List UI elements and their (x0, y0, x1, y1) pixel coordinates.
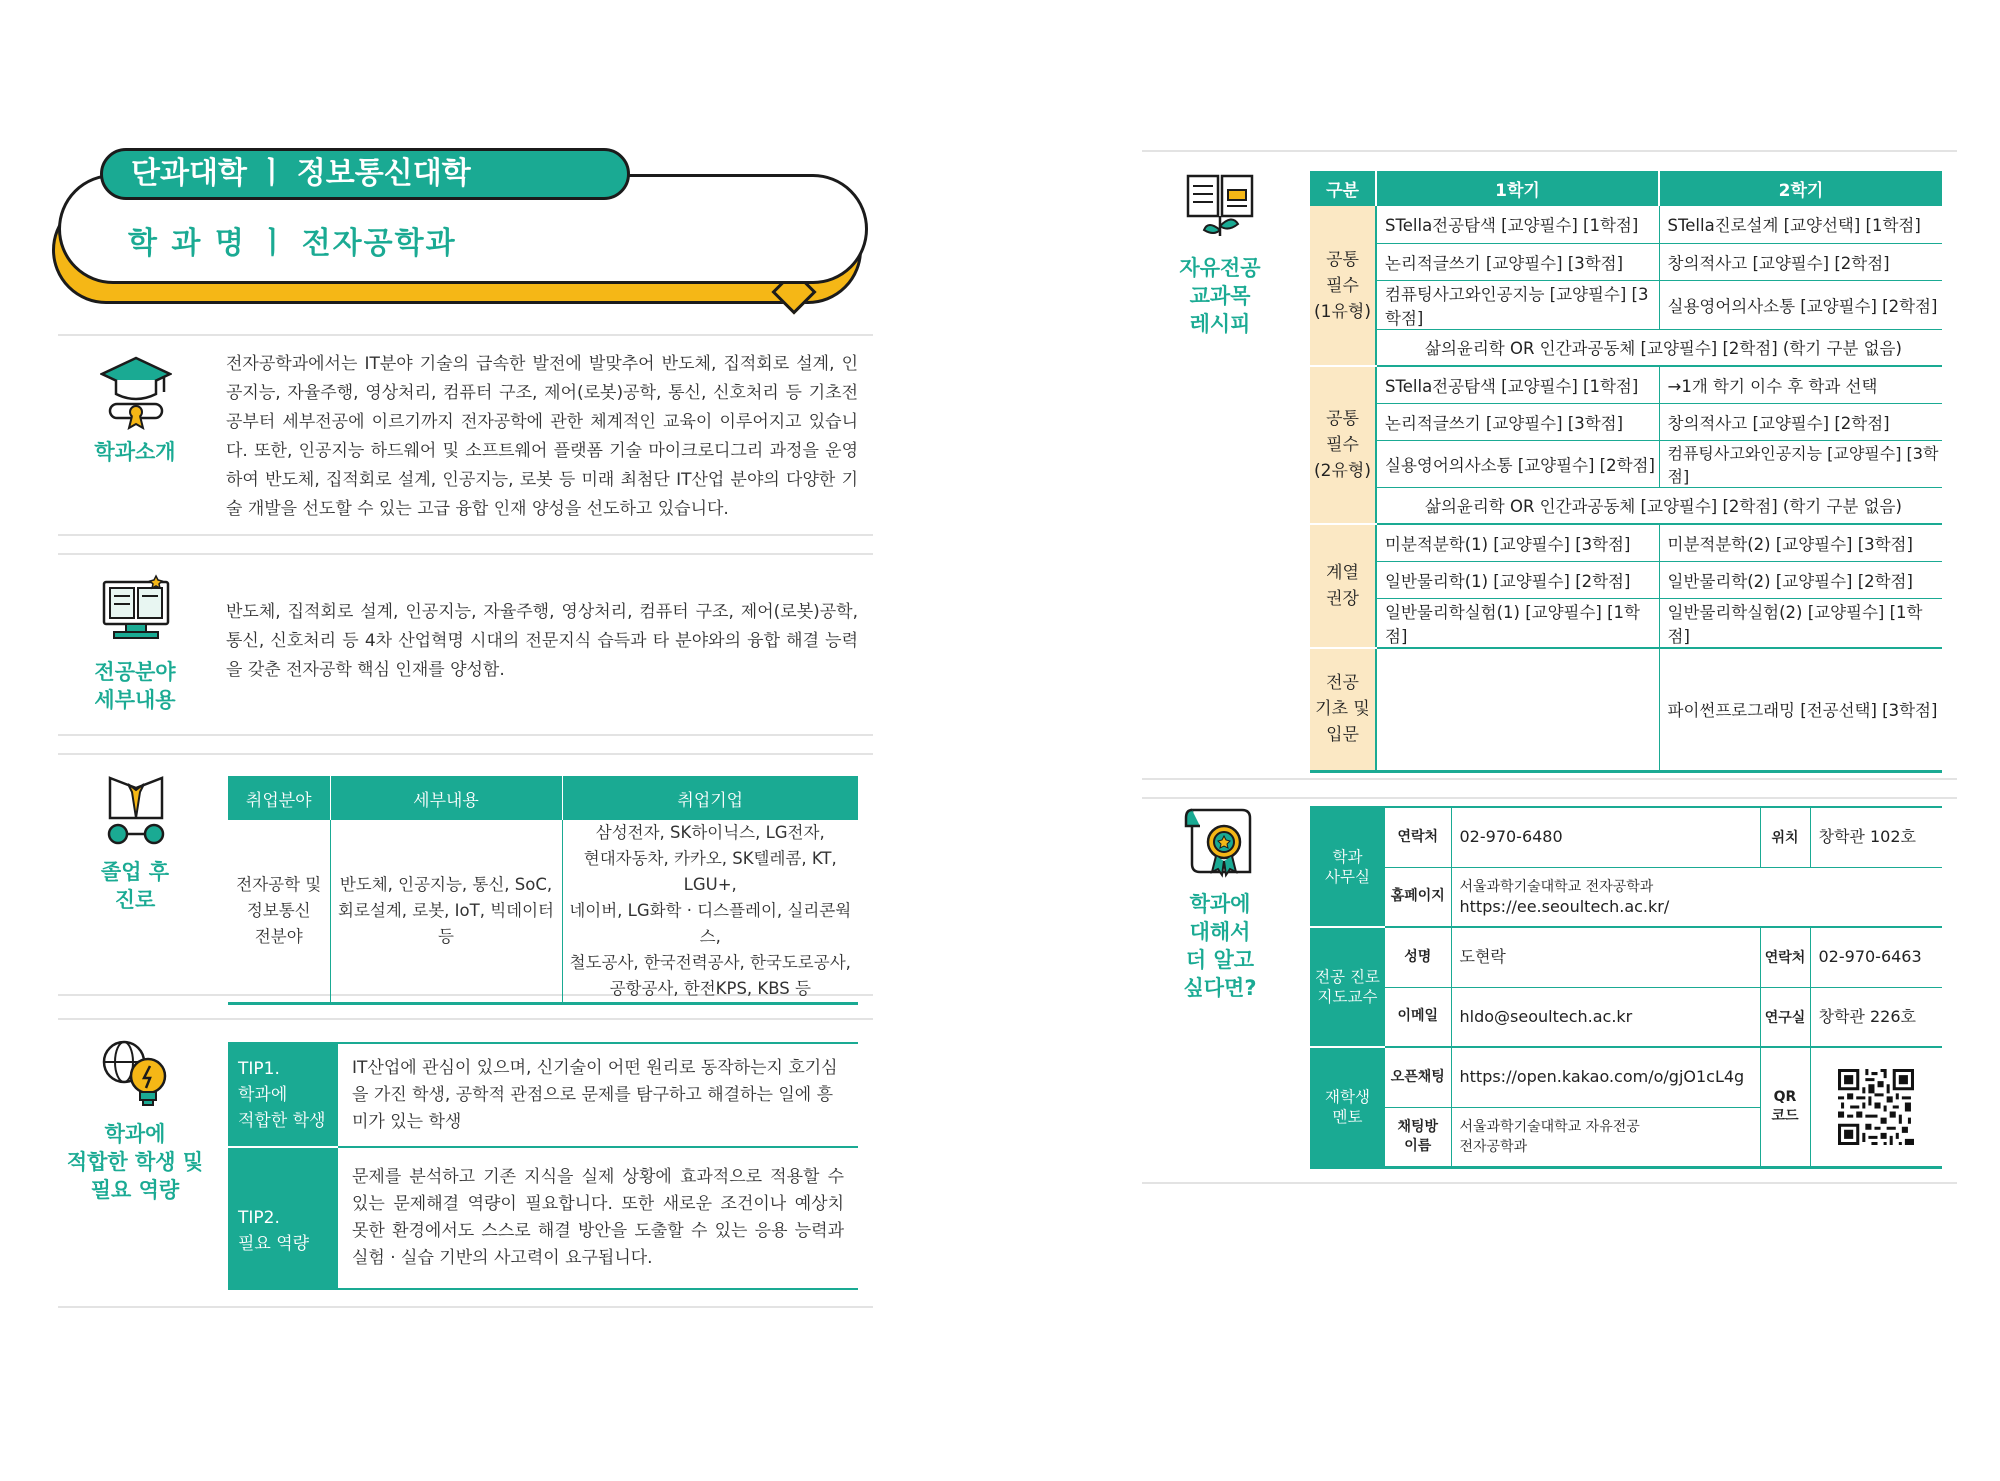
course-cell: STella진로설계 [교양선택] [1학점] (1659, 206, 1942, 243)
major-label-1: 전공분야 (94, 660, 176, 684)
fit-label-3: 필요 역량 (90, 1178, 180, 1202)
course-cell: 논리적글쓰기 [교양필수] [3학점] (1376, 403, 1659, 440)
course-cell: 창의적사고 [교양필수] [2학점] (1659, 403, 1942, 440)
course-cell: 일반물리학(2) [교양필수] [2학점] (1659, 561, 1942, 598)
career-header-detail: 세부내용 (330, 776, 562, 820)
major-label-2: 세부내용 (94, 688, 176, 712)
course-cell: 파이썬프로그래밍 [전공선택] [3학점] (1659, 648, 1942, 772)
course-cell: 미분적분학(2) [교양필수] [3학점] (1659, 524, 1942, 561)
course-cell: 일반물리학실험(1) [교양필수] [1학점] (1376, 598, 1659, 648)
more-label-3: 더 알고 (1185, 948, 1255, 972)
divider (58, 334, 873, 336)
office-contact-value: 02-970-6480 (1451, 807, 1760, 867)
office-location-key: 위치 (1760, 807, 1810, 867)
course-cell: 창의적사고 [교양필수] [2학점] (1659, 243, 1942, 280)
office-contact-key: 연락처 (1385, 807, 1451, 867)
contact-table (1310, 806, 1942, 1169)
more-label-2: 대해서 (1189, 920, 1251, 944)
group-common-2: 공통 필수 (2유형) (1310, 366, 1376, 524)
divider (1142, 1182, 1957, 1184)
course-cell: 실용영어의사소통 [교양필수] [2학점] (1659, 280, 1942, 329)
career-label-1: 졸업 후 (100, 860, 170, 884)
recipe-label-3: 레시피 (1189, 312, 1251, 336)
professor-name-key: 성명 (1385, 927, 1451, 987)
tip1-text: IT산업에 관심이 있으며, 신기술이 어떤 원리로 동작하는지 호기심을 가진 학생, 공학적 관점으로 문제를 탐구하고 해결하는 일에 흥미가 있는 학생 (338, 1043, 858, 1147)
career-header-companies: 취업기업 (562, 776, 858, 820)
professor-name-value: 도현락 (1451, 927, 1760, 987)
openchat-key: 오픈채팅 (1385, 1047, 1451, 1107)
certificate-medal-icon (1184, 804, 1258, 880)
course-cell: 컴퓨팅사고와인공지능 [교양필수] [3학점] (1376, 280, 1659, 329)
book-monitor-icon (100, 572, 172, 644)
qr-cell (1810, 1047, 1942, 1167)
professor-contact-key: 연락처 (1760, 927, 1810, 987)
course-cell: 일반물리학실험(2) [교양필수] [1학점] (1659, 598, 1942, 648)
intro-label: 학과소개 (94, 440, 176, 464)
fit-label-1: 학과에 (104, 1122, 166, 1146)
tip1-label: TIP1. 학과에 적합한 학생 (228, 1043, 338, 1147)
cur-header-category: 구분 (1310, 171, 1376, 206)
chatroom-value: 서울과학기술대학교 자유전공 전자공학과 (1451, 1107, 1760, 1167)
office-location-value: 창학관 102호 (1810, 807, 1942, 867)
openchat-link[interactable]: https://open.kakao.com/o/gjO1cL4g (1451, 1047, 1760, 1107)
divider (58, 534, 873, 536)
intro-text: 전자공학과에서는 IT분야 기술의 급속한 발전에 발맞추어 반도체, 집적회로 설계, 인공지능, 자율주행, 영상처리, 컴퓨터 구조, 제어(로봇)공학, 통신, 신호처리 등 기초전공부터 세부전공에 이르기까지 전자공학에 관한 체계적인 교육이 이루어지고 있습니다. 또한, 인공지능 하드웨어 및 소프트웨어 플랫폼 기술 마이크로디그리 과정을 운영하여 반도체, 집적회로 설계, 인공지능, 로봇 등 미래 최첨단 IT산업 분야의 다양한 기술 개발을 선도할 수 있는 고급 융합 인재 양성을 선도하고 있습니다. (226, 354, 858, 519)
recipe-label-1: 자유전공 (1179, 256, 1261, 280)
divider (1142, 797, 1957, 799)
career-companies-cell: 삼성전자, SK하이닉스, LG전자, 현대자동차, 카카오, SK텔레콤, KT, LGU+, 네이버, LG화학 · 디스플레이, 실리콘웍스, 철도공사, 한국전력공사, 한국도로공사, 공항공사, 한전KPS, KBS 등 (569, 823, 852, 998)
divider (58, 553, 873, 555)
curriculum-table (1310, 171, 1942, 773)
course-cell: 미분적분학(1) [교양필수] [3학점] (1376, 524, 1659, 561)
divider (58, 1018, 873, 1020)
career-label-2: 진로 (114, 888, 156, 912)
mentor-group: 재학생 멘토 (1310, 1047, 1385, 1167)
tip2-label: TIP2. 필요 역량 (228, 1147, 338, 1289)
course-cell: 논리적글쓰기 [교양필수] [3학점] (1376, 243, 1659, 280)
cur-header-sem1: 1학기 (1376, 171, 1659, 206)
cur-header-sem2: 2학기 (1659, 171, 1942, 206)
tips-table (228, 1042, 858, 1290)
professor-lab-key: 연구실 (1760, 987, 1810, 1047)
professor-contact-value: 02-970-6463 (1810, 927, 1942, 987)
group-common-1: 공통 필수 (1유형) (1310, 206, 1376, 366)
qr-key: QR 코드 (1760, 1047, 1810, 1167)
group-intro: 전공 기초 및 입문 (1310, 648, 1376, 772)
course-cell: 일반물리학(1) [교양필수] [2학점] (1376, 561, 1659, 598)
professor-group: 전공 진로 지도교수 (1310, 927, 1385, 1047)
career-detail-cell: 반도체, 인공지능, 통신, SoC, 회로설계, 로봇, IoT, 빅데이터 등 (330, 820, 562, 1004)
professor-lab-value: 창학관 226호 (1810, 987, 1942, 1047)
necktie-glasses-icon (100, 772, 172, 848)
office-group: 학과 사무실 (1310, 807, 1385, 927)
fit-label-2: 적합한 학생 및 (66, 1150, 204, 1174)
course-cell-span: 삶의윤리학 OR 인간과공동체 [교양필수] [2학점] (학기 구분 없음) (1376, 329, 1942, 366)
group-track: 계열 권장 (1310, 524, 1376, 648)
divider (58, 734, 873, 736)
career-table (228, 776, 858, 1005)
divider (1142, 778, 1957, 780)
homepage-value: 서울과학기술대학교 전자공학과 https://ee.seoultech.ac.kr/ (1451, 867, 1942, 927)
tip2-text: 문제를 분석하고 기존 지식을 실제 상황에 효과적으로 적용할 수 있는 문제해결 역량이 필요합니다. 또한 새로운 조건이나 예상치 못한 환경에서도 스스로 해결 방안을 도출할 수 있는 응용 능력과 실험 · 실습 기반의 사고력이 요구됩니다. (338, 1147, 858, 1289)
course-cell: STella전공탐색 [교양필수] [1학점] (1376, 206, 1659, 243)
more-label-4: 싶다면? (1183, 976, 1257, 1000)
graduation-cap-icon (100, 354, 172, 430)
college-title: 단과대학 ㅣ 정보통신대학 (100, 148, 630, 200)
course-cell: →1개 학기 이수 후 학과 선택 (1659, 366, 1942, 403)
header-banner (58, 148, 873, 308)
divider (58, 1306, 873, 1308)
recipe-label-2: 교과목 (1189, 284, 1251, 308)
course-cell: 컴퓨팅사고와인공지능 [교양필수] [3학점] (1659, 440, 1942, 487)
career-header-field: 취업분야 (228, 776, 330, 820)
homepage-link[interactable]: https://ee.seoultech.ac.kr/ (1459, 896, 1670, 916)
professor-email-key: 이메일 (1385, 987, 1451, 1047)
dept-title: 학 과 명 ㅣ 전자공학과 (128, 226, 457, 261)
major-text: 반도체, 집적회로 설계, 인공지능, 자율주행, 영상처리, 컴퓨터 구조, 제어(로봇)공학, 통신, 신호처리 등 4차 산업혁명 시대의 전문지식 습득과 타 분야와의 융합 해결 능력을 갖춘 전자공학 핵심 인재를 양성함. (226, 602, 858, 680)
course-cell (1376, 648, 1659, 772)
more-label-1: 학과에 (1189, 892, 1251, 916)
qr-code-icon[interactable] (1838, 1069, 1914, 1145)
career-field-cell: 전자공학 및 정보통신 전분야 (228, 820, 330, 1004)
course-cell-span: 삶의윤리학 OR 인간과공동체 [교양필수] [2학점] (학기 구분 없음) (1376, 487, 1942, 524)
course-cell: 실용영어의사소통 [교양필수] [2학점] (1376, 440, 1659, 487)
globe-bulb-icon (98, 1036, 174, 1112)
book-plant-icon (1184, 168, 1256, 244)
divider (1142, 150, 1957, 152)
course-cell: STella전공탐색 [교양필수] [1학점] (1376, 366, 1659, 403)
homepage-key: 홈페이지 (1385, 867, 1451, 927)
divider (58, 753, 873, 755)
professor-email-value[interactable]: hldo@seoultech.ac.kr (1451, 987, 1760, 1047)
chatroom-key: 채팅방 이름 (1385, 1107, 1451, 1167)
